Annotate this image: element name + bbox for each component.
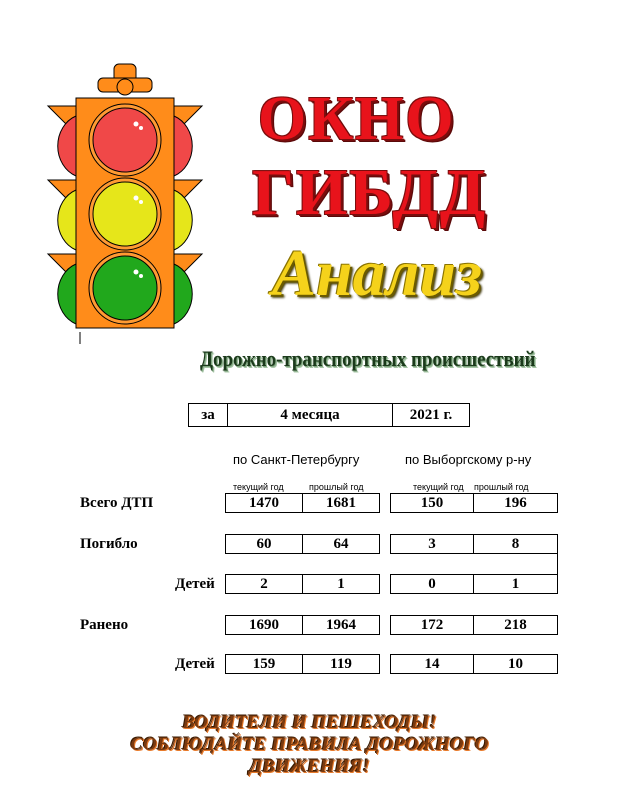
period-year: 2021 г. xyxy=(409,407,453,423)
slogan-line1: ВОДИТЕЛИ И ПЕШЕХОДЫ! xyxy=(182,712,437,733)
total-vyb-current: 150 xyxy=(390,493,474,513)
killed-children-vyb-previous: 1 xyxy=(473,574,558,594)
spb-current-header: текущий год xyxy=(233,482,284,492)
page-subtitle: Дорожно-транспортных происшествий xyxy=(200,346,536,371)
slogan-line3: ДВИЖЕНИЯ! xyxy=(249,756,370,777)
region-spb-label: по Санкт-Петербургу xyxy=(233,452,360,467)
row-label-total: Всего ДТП xyxy=(80,495,154,511)
period-months: 4 месяца xyxy=(228,404,393,426)
killed-spb-current: 60 xyxy=(225,534,303,554)
injured-vyb-current: 172 xyxy=(390,615,474,635)
title-analiz: Анализ xyxy=(272,237,482,310)
vyborg-current-header: текущий год xyxy=(413,482,464,492)
killed-vyb-previous: 8 xyxy=(473,534,558,554)
killed-children-spb-previous: 1 xyxy=(302,574,380,594)
injured-spb-current: 1690 xyxy=(225,615,303,635)
injured-children-vyb-current: 14 xyxy=(390,654,474,674)
traffic-light-icon xyxy=(40,58,210,348)
row-label-killed-children: Детей xyxy=(175,576,215,592)
row-label-killed: Погибло xyxy=(80,536,138,552)
vyborg-previous-header: прошлый год xyxy=(474,482,529,492)
region-vyborg-label: по Выборгскому р-ну xyxy=(405,452,532,467)
killed-children-spb-current: 2 xyxy=(225,574,303,594)
total-spb-current: 1470 xyxy=(225,493,303,513)
row-label-injured: Ранено xyxy=(80,617,129,633)
killed-vyb-current: 3 xyxy=(390,534,474,554)
traffic-light-cap xyxy=(98,64,152,95)
title-gibdd: ГИБДД xyxy=(252,156,488,229)
red-lamp-icon xyxy=(89,104,161,176)
injured-children-spb-current: 159 xyxy=(225,654,303,674)
title-okno: ОКНО xyxy=(258,85,456,153)
total-vyb-previous: 196 xyxy=(473,493,558,513)
killed-spb-previous: 64 xyxy=(302,534,380,554)
injured-children-vyb-previous: 10 xyxy=(473,654,558,674)
yellow-lamp-icon xyxy=(89,178,161,250)
period-box xyxy=(188,403,470,427)
period-prefix: за xyxy=(189,404,228,426)
total-spb-previous: 1681 xyxy=(302,493,380,513)
injured-spb-previous: 1964 xyxy=(302,615,380,635)
slogan-line2: СОБЛЮДАЙТЕ ПРАВИЛА ДОРОЖНОГО xyxy=(130,734,489,755)
killed-children-vyb-current: 0 xyxy=(390,574,474,594)
row-label-injured-children: Детей xyxy=(175,656,215,672)
spb-previous-header: прошлый год xyxy=(309,482,364,492)
injured-vyb-previous: 218 xyxy=(473,615,558,635)
injured-children-spb-previous: 119 xyxy=(302,654,380,674)
table-divider xyxy=(557,553,558,574)
green-lamp-icon xyxy=(89,252,161,324)
